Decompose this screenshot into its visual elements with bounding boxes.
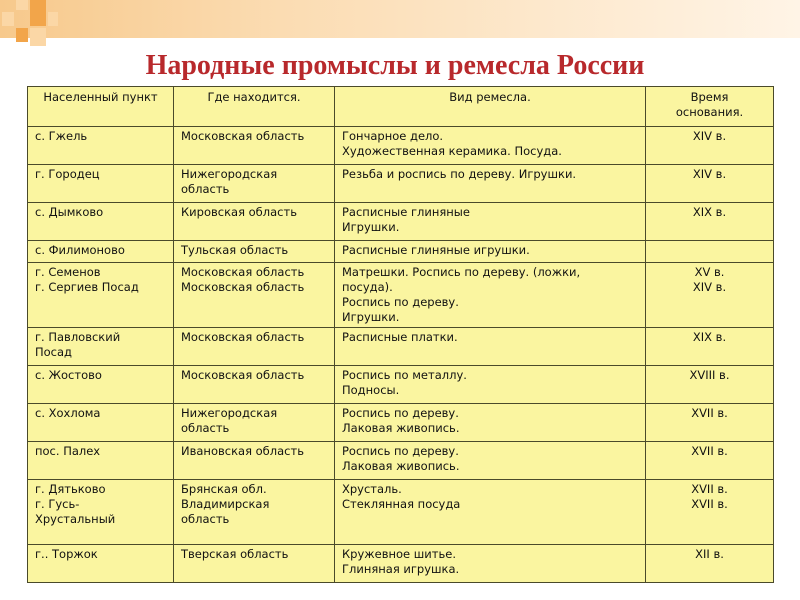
table-row xyxy=(28,480,774,545)
column-header-region: Где находится. xyxy=(174,87,335,127)
cell-era: XV в. XIV в. xyxy=(646,263,774,328)
cell-place: с. Жостово xyxy=(28,366,174,404)
cell-region: Нижегородская область xyxy=(174,165,335,203)
column-header-era: Время основания. xyxy=(646,87,774,127)
table-header-row xyxy=(28,87,774,127)
decorative-tile xyxy=(2,12,14,26)
cell-craft: Расписные платки. xyxy=(335,328,646,366)
cell-region: Кировская область xyxy=(174,203,335,241)
cell-region: Нижегородская область xyxy=(174,404,335,442)
table-row xyxy=(28,366,774,404)
cell-era: XII в. xyxy=(646,545,774,583)
cell-craft: Расписные глиняные игрушки. xyxy=(335,241,646,263)
table-row xyxy=(28,241,774,263)
decorative-tile xyxy=(16,28,28,42)
table-row xyxy=(28,404,774,442)
column-header-craft: Вид ремесла. xyxy=(335,87,646,127)
cell-region: Тверская область xyxy=(174,545,335,583)
cell-place: г. Городец xyxy=(28,165,174,203)
cell-craft: Хрусталь. Стеклянная посуда xyxy=(335,480,646,545)
cell-era xyxy=(646,241,774,263)
table-row xyxy=(28,442,774,480)
cell-place: г. Семенов г. Сергиев Посад xyxy=(28,263,174,328)
crafts-table xyxy=(27,86,774,583)
decorative-tile xyxy=(30,0,46,26)
cell-craft: Гончарное дело. Художественная керамика. Посуда. xyxy=(335,127,646,165)
decorative-top-bar xyxy=(0,0,800,38)
cell-region: Ивановская область xyxy=(174,442,335,480)
cell-era: XIV в. xyxy=(646,165,774,203)
cell-region: Московская область Московская область xyxy=(174,263,335,328)
table-row xyxy=(28,263,774,328)
table-row xyxy=(28,127,774,165)
cell-place: с. Гжель xyxy=(28,127,174,165)
cell-era: XVII в. xyxy=(646,404,774,442)
decorative-tile xyxy=(16,0,28,10)
cell-craft: Роспись по металлу. Подносы. xyxy=(335,366,646,404)
cell-region: Тульская область xyxy=(174,241,335,263)
cell-place: с. Дымково xyxy=(28,203,174,241)
cell-craft: Кружевное шитье. Глиняная игрушка. xyxy=(335,545,646,583)
cell-era: XIX в. xyxy=(646,203,774,241)
cell-place: г. Дятьково г. Гусь- Хрустальный xyxy=(28,480,174,545)
cell-era: XIX в. xyxy=(646,328,774,366)
cell-craft: Расписные глиняные Игрушки. xyxy=(335,203,646,241)
cell-craft: Резьба и роспись по дереву. Игрушки. xyxy=(335,165,646,203)
column-header-place: Населенный пункт xyxy=(28,87,174,127)
cell-era: XVII в. xyxy=(646,442,774,480)
cell-region: Московская область xyxy=(174,127,335,165)
decorative-tile xyxy=(30,28,46,46)
table-row xyxy=(28,545,774,583)
cell-craft: Роспись по дереву. Лаковая живопись. xyxy=(335,442,646,480)
cell-craft: Роспись по дереву. Лаковая живопись. xyxy=(335,404,646,442)
cell-region: Московская область xyxy=(174,366,335,404)
cell-region: Брянская обл. Владимирская область xyxy=(174,480,335,545)
cell-era: XVIII в. xyxy=(646,366,774,404)
cell-place: пос. Палех xyxy=(28,442,174,480)
cell-place: г.. Торжок xyxy=(28,545,174,583)
cell-craft: Матрешки. Роспись по дереву. (ложки, посуда). Роспись по дереву. Игрушки. xyxy=(335,263,646,328)
table-row xyxy=(28,328,774,366)
cell-era: XIV в. xyxy=(646,127,774,165)
page-title: Народные промыслы и ремесла России xyxy=(145,50,645,81)
cell-place: с. Хохлома xyxy=(28,404,174,442)
cell-era: XVII в. XVII в. xyxy=(646,480,774,545)
table-row xyxy=(28,165,774,203)
decorative-tile xyxy=(48,12,58,26)
table-row xyxy=(28,203,774,241)
cell-region: Московская область xyxy=(174,328,335,366)
cell-place: г. Павловский Посад xyxy=(28,328,174,366)
cell-place: с. Филимоново xyxy=(28,241,174,263)
